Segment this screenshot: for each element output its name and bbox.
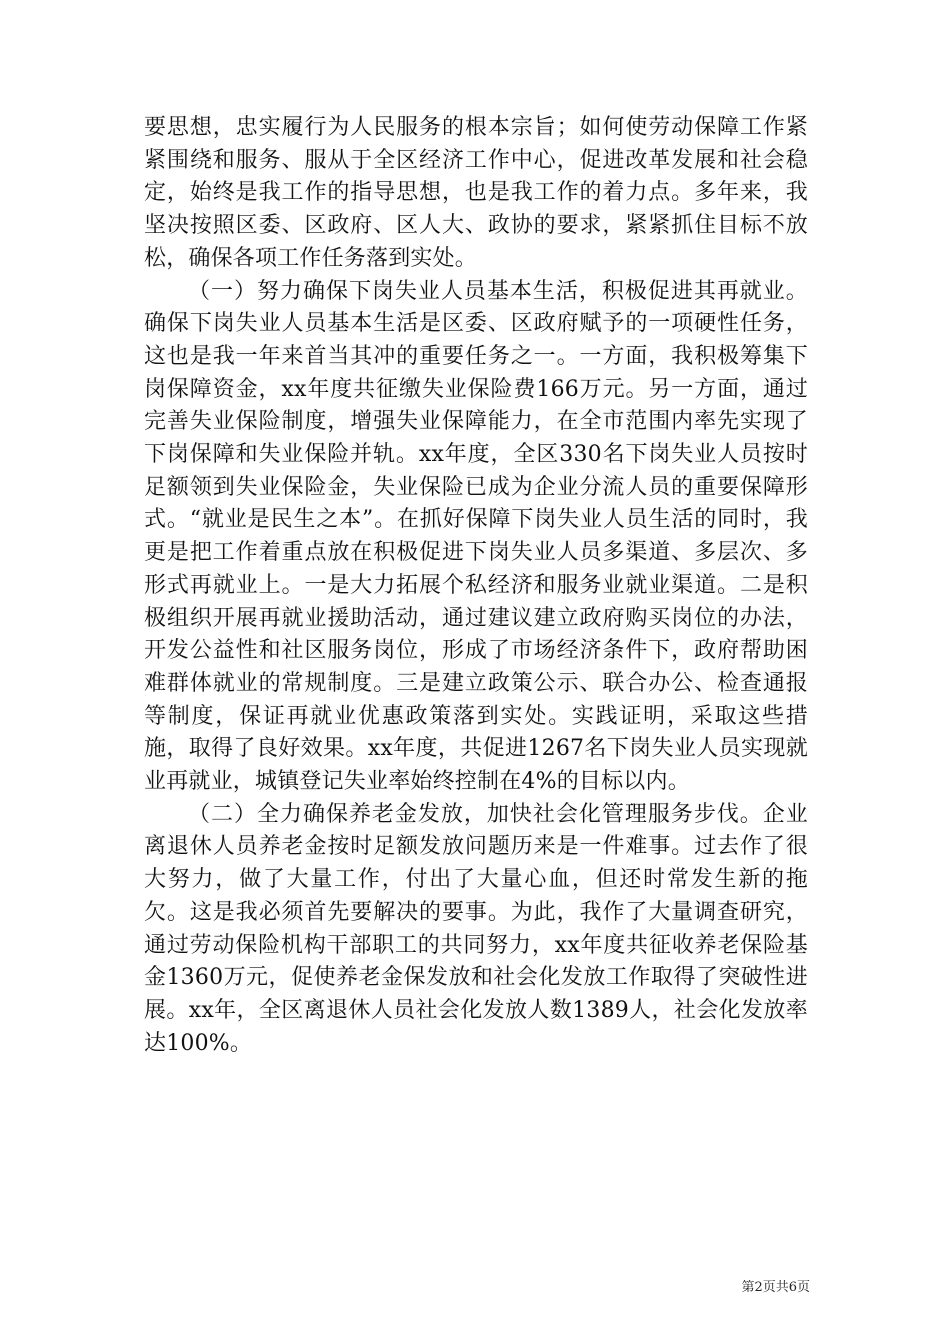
page-number-footer: 第2页共6页	[741, 1280, 810, 1295]
paragraph-section-one: （一）努力确保下岗失业人员基本生活，积极促进其再就业。确保下岗失业人员基本生活是区委、区政府赋予的一项硬性任务，这也是我一年来首当其冲的重要任务之一。一方面，我积极筹集下岗保障资金，xx年度共征缴失业保险费166万元。另一方面，通过完善失业保险制度，增强失业保障能力，在全市范围内率先实现了下岗保障和失业保险并轨。xx年度，全区330名下岗失业人员按时足额领到失业保险金，失业保险已成为企业分流人员的重要保障形式。“就业是民生之本”。在抓好保障下岗失业人员生活的同时，我更是把工作着重点放在积极促进下岗失业人员多渠道、多层次、多形式再就业上。一是大力拓展个私经济和服务业就业渠道。二是积极组织开展再就业援助活动，通过建议建立政府购买岗位的办法，开发公益性和社区服务岗位，形成了市场经济条件下，政府帮助困难群体就业的常规制度。三是建立政策公示、联合办公、检查通报等制度，保证再就业优惠政策落到实处。实践证明，采取这些措施，取得了良好效果。xx年度，共促进1267名下岗失业人员实现就业再就业，城镇登记失业率始终控制在4%的目标以内。	[144, 278, 808, 795]
paragraph-continuation: 要思想，忠实履行为人民服务的根本宗旨；如何使劳动保障工作紧紧围绕和服务、服从于全区经济工作中心，促进改革发展和社会稳定，始终是我工作的指导思想，也是我工作的着力点。多年来，我坚决按照区委、区政府、区人大、政协的要求，紧紧抓住目标不放松，确保各项工作任务落到实处。	[144, 115, 808, 271]
paragraph-section-two: （二）全力确保养老金发放，加快社会化管理服务步伐。企业离退休人员养老金按时足额发放问题历来是一件难事。过去作了很大努力，做了大量工作，付出了大量心血，但还时常发生新的拖欠。这是我必须首先要解决的要事。为此，我作了大量调查研究，通过劳动保险机构干部职工的共同努力，xx年度共征收养老保险基金1360万元，促使养老金保发放和社会化发放工作取得了突破性进展。xx年，全区离退休人员社会化发放人数1389人，社会化发放率达100%。	[144, 801, 808, 1056]
document-body	[144, 112, 808, 1060]
